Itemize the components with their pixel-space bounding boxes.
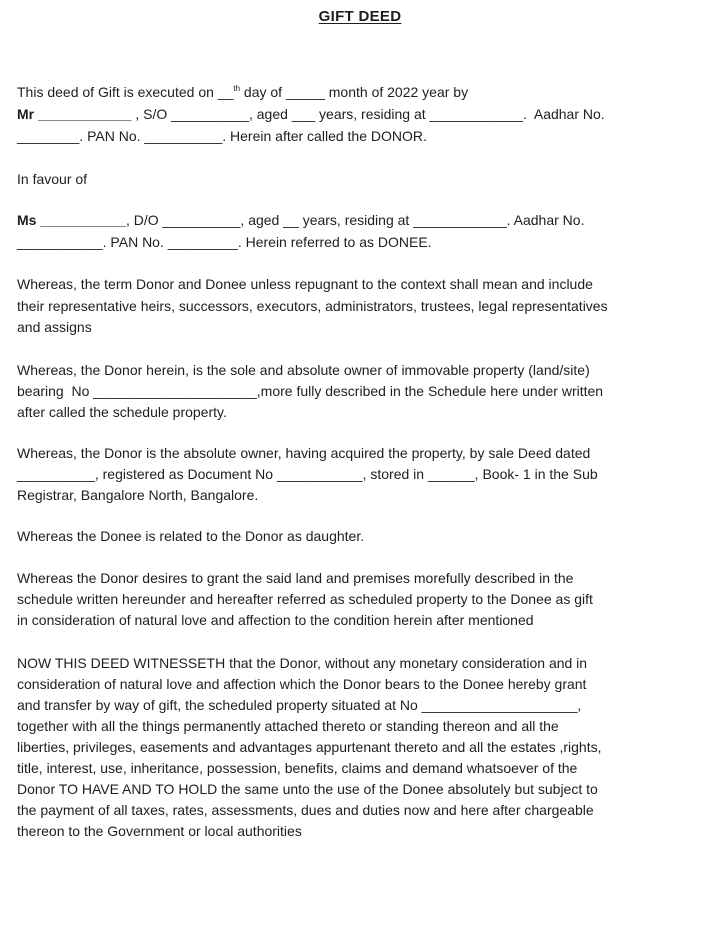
in-favour-label: In favour of bbox=[17, 171, 88, 187]
document-title: GIFT DEED bbox=[318, 8, 402, 25]
donee-line-1: Ms ___________, D/O __________, aged __ years, residing at ____________. Aadhar No. bbox=[17, 212, 585, 228]
para-acquisition-line: __________, registered as Document No ___________, stored in ______, Book- 1 in the Sub bbox=[17, 466, 598, 482]
para-ownership-line: bearing No _____________________,more fully described in the Schedule here under written bbox=[17, 383, 604, 399]
para-desire-line: Whereas the Donor desires to grant the said land and premises morefully described in the bbox=[17, 570, 574, 586]
donor-line-1: This deed of Gift is executed on __$^{th}$ day of _____ month of 2022 year by bbox=[17, 84, 469, 100]
para-definitions-line: and assigns bbox=[17, 319, 92, 335]
para-acquisition-line: Registrar, Bangalore North, Bangalore. bbox=[17, 487, 259, 503]
para-desire-line: schedule written hereunder and hereafter referred as scheduled property to the Donee as gift bbox=[17, 591, 593, 607]
para-witnesseth-line: liberties, privileges, easements and advantages appurtenant thereto and all the estates ,rights, bbox=[17, 739, 602, 755]
para-witnesseth-line: title, interest, use, inheritance, possession, benefits, claims and demand whatsoever of the bbox=[17, 760, 578, 776]
donor-line-2: Mr ____________ , S/O __________, aged ___ years, residing at ____________. Aadhar No. bbox=[17, 106, 605, 122]
para-definitions-line: Whereas, the term Donor and Donee unless repugnant to the context shall mean and include bbox=[17, 276, 593, 292]
para-acquisition-line: Whereas, the Donor is the absolute owner, having acquired the property, by sale Deed dated bbox=[17, 445, 591, 461]
para-witnesseth-line: together with all the things permanently attached thereto or standing thereon and all the bbox=[17, 718, 559, 734]
para-witnesseth-line: consideration of natural love and affection which the Donor bears to the Donee hereby grant bbox=[17, 676, 587, 692]
donee-line-2: ___________. PAN No. _________. Herein referred to as DONEE. bbox=[17, 234, 432, 250]
para-ownership-line: Whereas, the Donor herein, is the sole and absolute owner of immovable property (land/site) bbox=[17, 362, 590, 378]
para-ownership-line: after called the schedule property. bbox=[17, 404, 227, 420]
para-relation-line: Whereas the Donee is related to the Donor as daughter. bbox=[17, 528, 365, 544]
para-witnesseth-line: NOW THIS DEED WITNESSETH that the Donor, without any monetary consideration and in bbox=[17, 655, 588, 671]
para-witnesseth-line: Donor TO HAVE AND TO HOLD the same unto the use of the Donee absolutely but subject to bbox=[17, 781, 598, 797]
para-witnesseth-line: and transfer by way of gift, the scheduled property situated at No ____________________, bbox=[17, 697, 582, 713]
para-witnesseth-line: thereon to the Government or local authorities bbox=[17, 823, 302, 839]
para-definitions-line: their representative heirs, successors, executors, administrators, trustees, legal representatives bbox=[17, 298, 608, 314]
donor-line-3: ________. PAN No. __________. Herein after called the DONOR. bbox=[17, 128, 427, 144]
para-desire-line: in consideration of natural love and affection to the condition herein after mentioned bbox=[17, 612, 534, 628]
para-witnesseth-line: the payment of all taxes, rates, assessments, dues and duties now and here after chargeable bbox=[17, 802, 594, 818]
